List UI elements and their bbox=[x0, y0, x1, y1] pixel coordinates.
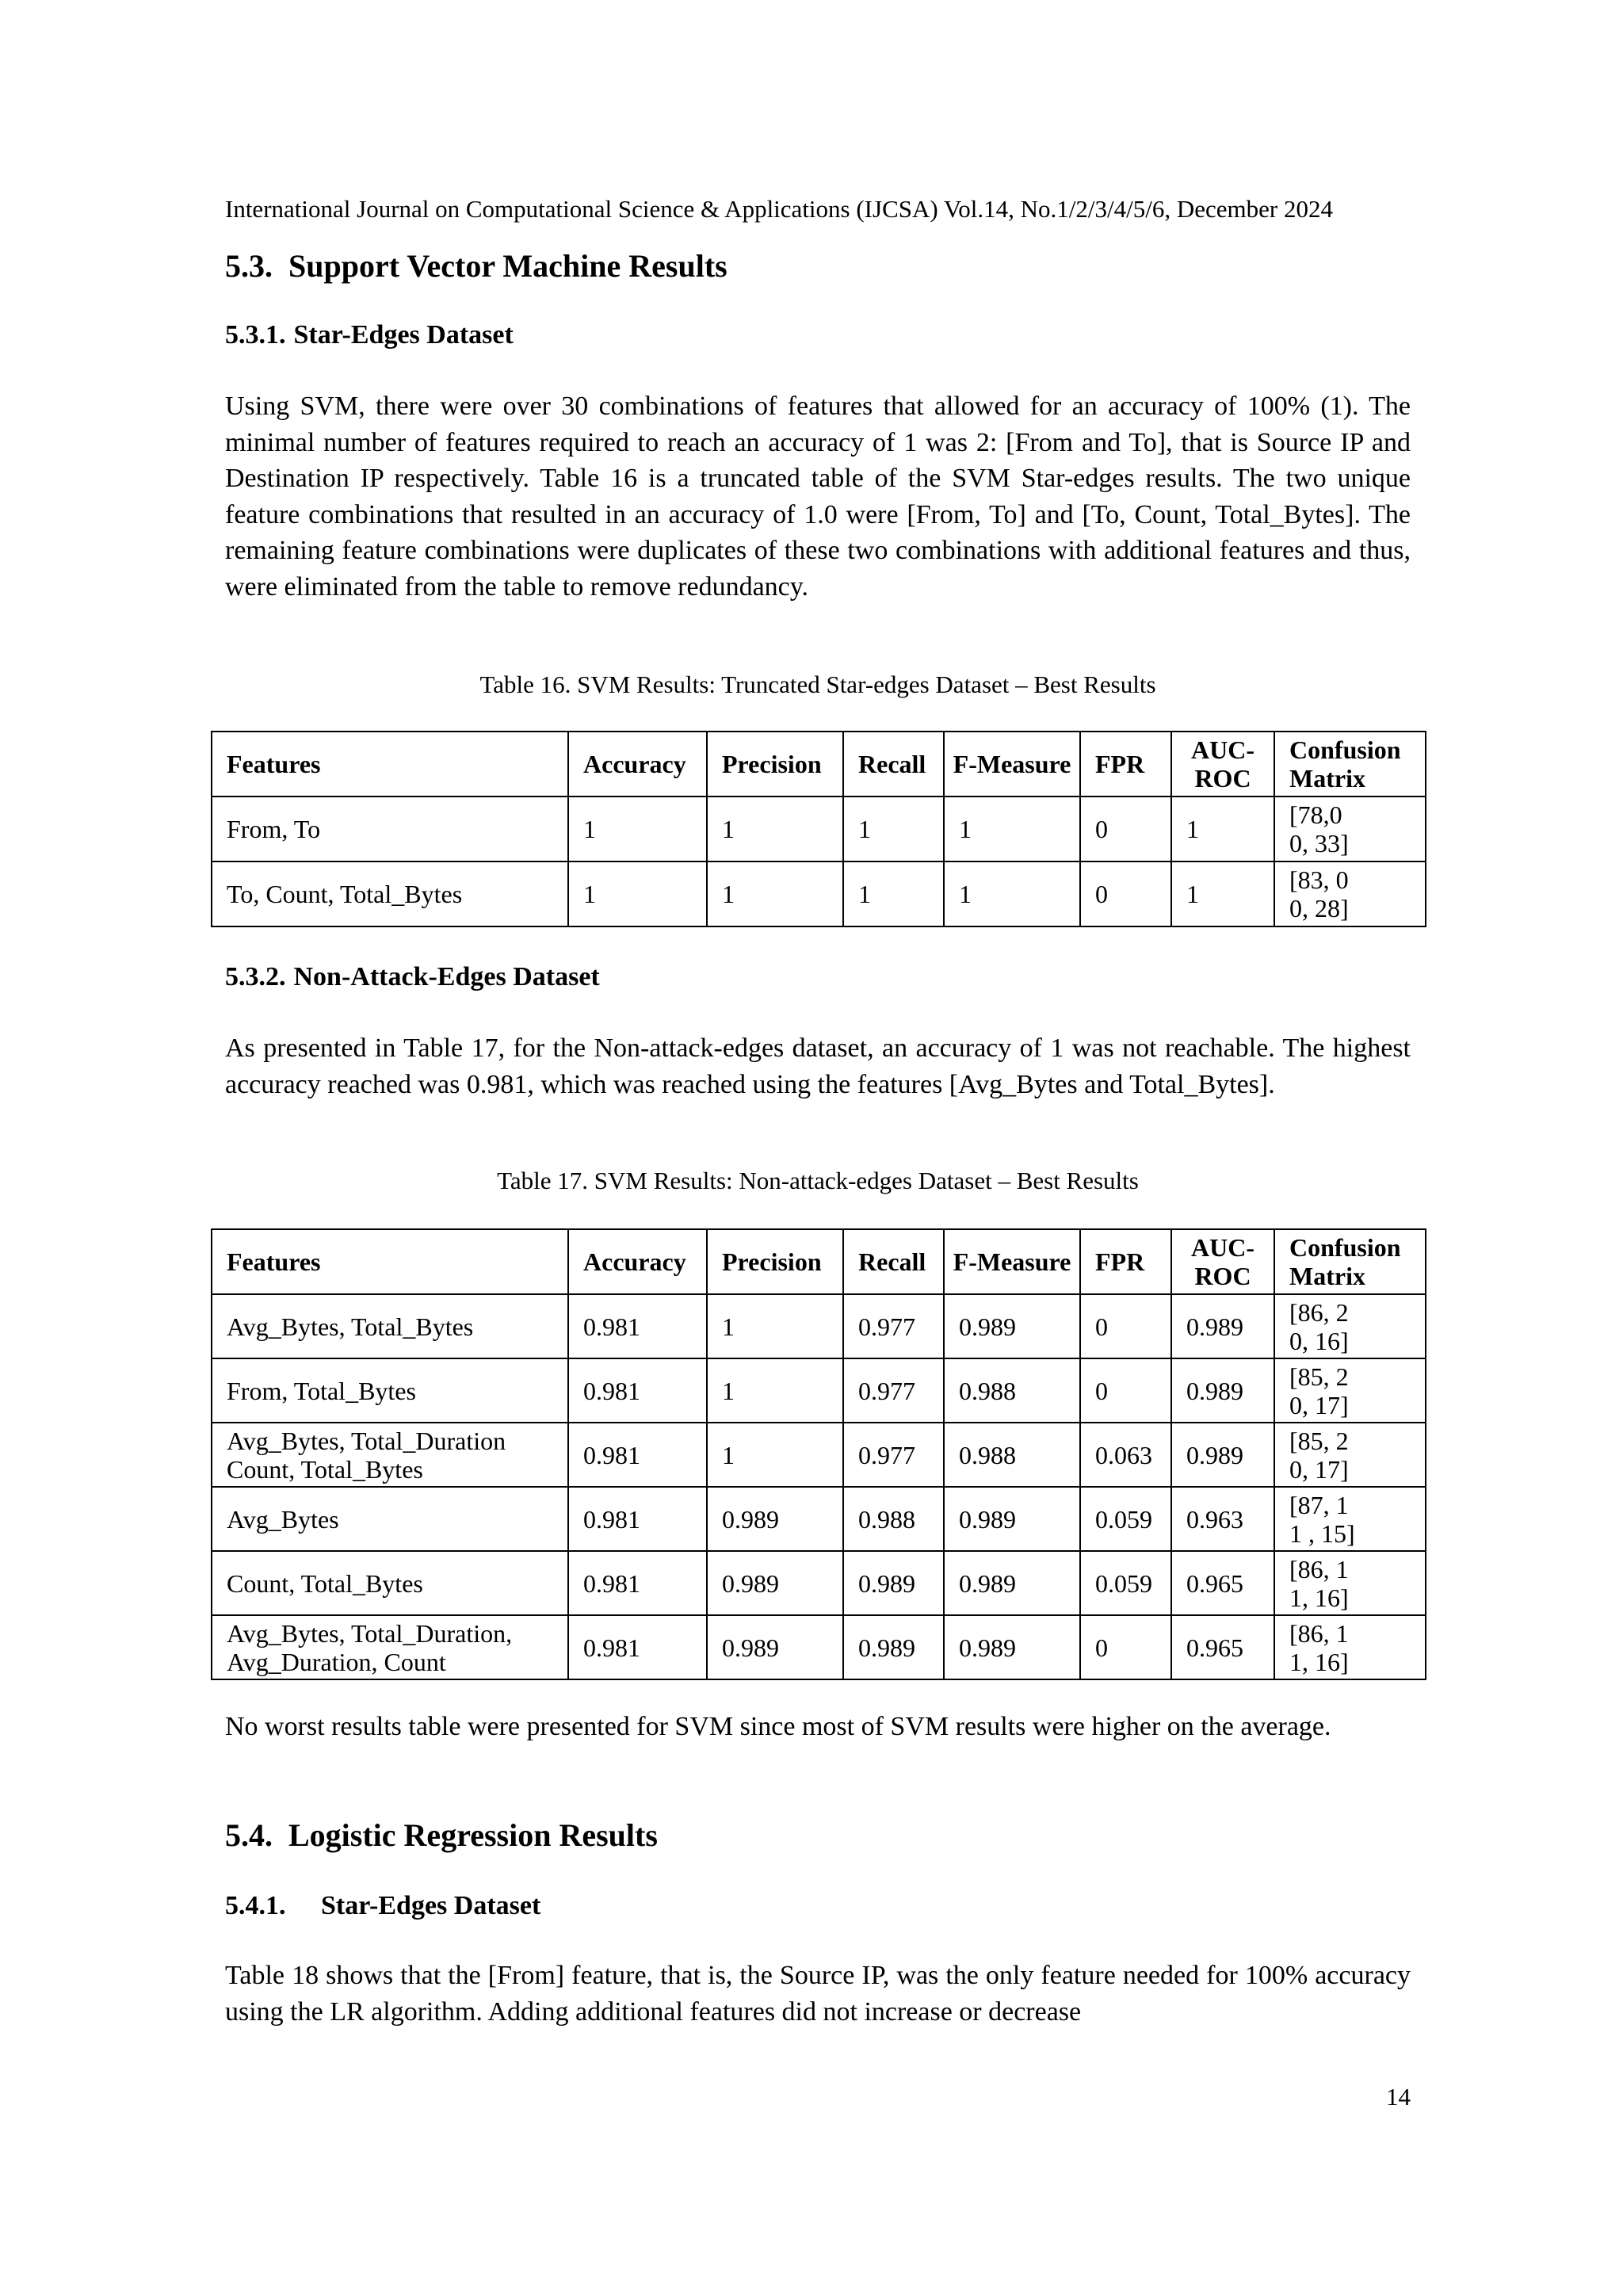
cm-line-1: [85, 2 bbox=[1289, 1426, 1349, 1455]
cell-recall: 0.989 bbox=[843, 1615, 944, 1679]
cell-f-measure: 1 bbox=[944, 861, 1080, 926]
cell-fpr: 0 bbox=[1080, 1294, 1171, 1358]
features-line-1: From, Total_Bytes bbox=[227, 1376, 416, 1405]
header-accuracy: Accuracy bbox=[568, 732, 707, 797]
paragraph-svm-star-edges: Using SVM, there were over 30 combinations of features that allowed for an accuracy of 100% (1). The minimal number of features required to reach an accuracy of 1 was 2: [From and To], that is Source IP and Destination IP respectively. Table 16 is a truncated table of the SVM Star-edges results. The two unique feature combinations that resulted in an accuracy of 1.0 were [From, To] and [To, Count, Total_Bytes]. The remaining feature combinations were duplicates of these two combinations with additional features and thus, were eliminated from the table to remove redundancy. bbox=[225, 392, 1411, 602]
cell-auc-roc: 0.989 bbox=[1171, 1358, 1274, 1423]
cell-precision: 1 bbox=[707, 1423, 843, 1487]
header-recall: Recall bbox=[843, 732, 944, 797]
cell-features bbox=[212, 1615, 568, 1679]
cell-auc-roc: 0.963 bbox=[1171, 1487, 1274, 1551]
cell-features bbox=[212, 1358, 568, 1423]
cell-recall: 1 bbox=[843, 797, 944, 861]
header-features: Features bbox=[212, 1229, 568, 1294]
section-5-3-heading bbox=[225, 247, 727, 285]
cell-features bbox=[212, 1294, 568, 1358]
cell-fpr: 0 bbox=[1080, 861, 1171, 926]
cell-f-measure: 0.988 bbox=[944, 1358, 1080, 1423]
cell-accuracy: 0.981 bbox=[568, 1615, 707, 1679]
cell-f-measure: 0.989 bbox=[944, 1615, 1080, 1679]
cell-accuracy: 0.981 bbox=[568, 1358, 707, 1423]
header-fpr: FPR bbox=[1080, 732, 1171, 797]
table-16-caption: Table 16. SVM Results: Truncated Star-edges Dataset – Best Results bbox=[479, 670, 1156, 698]
cell-f-measure: 0.989 bbox=[944, 1551, 1080, 1615]
features-line-1: Avg_Bytes bbox=[227, 1504, 339, 1534]
cell-fpr: 0 bbox=[1080, 797, 1171, 861]
cm-line-1: [83, 0 bbox=[1289, 865, 1349, 894]
cell-confusion-matrix bbox=[1274, 861, 1426, 926]
subsection-title: Non-Attack-Edges Dataset bbox=[293, 962, 600, 991]
header-auc-roc: AUC-ROC bbox=[1171, 1229, 1274, 1294]
header-f-measure: F-Measure bbox=[944, 732, 1080, 797]
cm-line-1: [85, 2 bbox=[1289, 1362, 1349, 1391]
cm-line-1: [86, 1 bbox=[1289, 1618, 1349, 1648]
cell-accuracy: 1 bbox=[568, 861, 707, 926]
cm-line-1: [87, 1 bbox=[1289, 1490, 1349, 1519]
paragraph-svm-non-attack-edges: As presented in Table 17, for the Non-attack-edges dataset, an accuracy of 1 was not reachable. The highest accuracy reached was 0.981, which was reached using the features [Avg_Bytes and Total_Bytes]. bbox=[225, 1033, 1411, 1099]
cell-auc-roc: 1 bbox=[1171, 797, 1274, 861]
table-16 bbox=[211, 731, 1426, 927]
table-row bbox=[212, 861, 1426, 926]
cell-confusion-matrix bbox=[1274, 1423, 1426, 1487]
cell-auc-roc: 0.989 bbox=[1171, 1294, 1274, 1358]
subsection-5-3-2-heading bbox=[225, 962, 600, 992]
cell-fpr: 0 bbox=[1080, 1358, 1171, 1423]
subsection-number: 5.3.2. bbox=[225, 962, 286, 991]
cell-accuracy: 0.981 bbox=[568, 1487, 707, 1551]
cm-line-2: 0, 17] bbox=[1289, 1390, 1349, 1419]
table-row bbox=[212, 1358, 1426, 1423]
cell-precision: 1 bbox=[707, 1294, 843, 1358]
cell-f-measure: 0.988 bbox=[944, 1423, 1080, 1487]
cm-line-2: 0, 17] bbox=[1289, 1454, 1349, 1484]
section-5-4-heading bbox=[225, 1817, 658, 1854]
cell-accuracy: 0.981 bbox=[568, 1294, 707, 1358]
features-line-1: Avg_Bytes, Total_Bytes bbox=[227, 1312, 474, 1341]
cell-accuracy: 1 bbox=[568, 797, 707, 861]
header-f-measure: F-Measure bbox=[944, 1229, 1080, 1294]
cell-precision: 1 bbox=[707, 797, 843, 861]
table-header-row bbox=[212, 1229, 1426, 1294]
cell-recall: 0.988 bbox=[843, 1487, 944, 1551]
cell-fpr: 0.059 bbox=[1080, 1487, 1171, 1551]
cell-confusion-matrix bbox=[1274, 1615, 1426, 1679]
header-confusion-matrix: Confusion Matrix bbox=[1274, 732, 1426, 797]
cell-accuracy: 0.981 bbox=[568, 1551, 707, 1615]
cell-features bbox=[212, 1551, 568, 1615]
section-title: Logistic Regression Results bbox=[288, 1817, 658, 1853]
subsection-number: 5.3.1. bbox=[225, 320, 286, 350]
header-precision: Precision bbox=[707, 1229, 843, 1294]
features-line-1: Avg_Bytes, Total_Duration bbox=[227, 1426, 506, 1455]
features-line-2: Count, Total_Bytes bbox=[227, 1454, 423, 1484]
cell-fpr: 0.063 bbox=[1080, 1423, 1171, 1487]
table-17 bbox=[211, 1228, 1426, 1680]
page-number: 14 bbox=[1386, 2083, 1411, 2111]
table-row bbox=[212, 1423, 1426, 1487]
header-confusion-matrix: Confusion Matrix bbox=[1274, 1229, 1426, 1294]
header-recall: Recall bbox=[843, 1229, 944, 1294]
cell-confusion-matrix bbox=[1274, 1358, 1426, 1423]
cm-line-2: 1, 16] bbox=[1289, 1583, 1349, 1612]
subsection-5-3-1-heading bbox=[225, 320, 514, 350]
cell-confusion-matrix bbox=[1274, 1294, 1426, 1358]
paragraph-no-worst-results: No worst results table were presented for SVM since most of SVM results were higher on the average. bbox=[225, 1712, 1331, 1741]
header-features: Features bbox=[212, 732, 568, 797]
cell-precision: 0.989 bbox=[707, 1487, 843, 1551]
cell-fpr: 0.059 bbox=[1080, 1551, 1171, 1615]
subsection-title: Star-Edges Dataset bbox=[293, 320, 514, 350]
cell-accuracy: 0.981 bbox=[568, 1423, 707, 1487]
cell-auc-roc: 0.989 bbox=[1171, 1423, 1274, 1487]
cell-precision: 0.989 bbox=[707, 1615, 843, 1679]
table-row bbox=[212, 1615, 1426, 1679]
features-line-2: Avg_Duration, Count bbox=[227, 1647, 446, 1676]
cm-line-1: [86, 2 bbox=[1289, 1297, 1349, 1327]
cell-f-measure: 1 bbox=[944, 797, 1080, 861]
cell-f-measure: 0.989 bbox=[944, 1294, 1080, 1358]
cell-auc-roc: 1 bbox=[1171, 861, 1274, 926]
features-line-1: Avg_Bytes, Total_Duration, bbox=[227, 1618, 513, 1648]
section-title: Support Vector Machine Results bbox=[288, 248, 727, 284]
running-head: International Journal on Computational Science & Applications (IJCSA) Vol.14, No.1/2/3/4/5/6, December 2024 bbox=[225, 195, 1333, 223]
table-row bbox=[212, 1294, 1426, 1358]
cell-precision: 0.989 bbox=[707, 1551, 843, 1615]
cm-line-2: 0, 28] bbox=[1289, 894, 1349, 923]
cell-confusion-matrix bbox=[1274, 1487, 1426, 1551]
header-precision: Precision bbox=[707, 732, 843, 797]
cell-features bbox=[212, 1487, 568, 1551]
header-fpr: FPR bbox=[1080, 1229, 1171, 1294]
table-17-caption: Table 17. SVM Results: Non-attack-edges Dataset – Best Results bbox=[497, 1167, 1139, 1194]
table-row bbox=[212, 797, 1426, 861]
subsection-title: Star-Edges Dataset bbox=[321, 1891, 541, 1920]
paragraph-lr-star-edges: Table 18 shows that the [From] feature, that is, the Source IP, was the only feature needed for 100% accuracy using the LR algorithm. Adding additional features did not increase or decrease bbox=[225, 1961, 1411, 2027]
cell-features: To, Count, Total_Bytes bbox=[212, 861, 568, 926]
table-row bbox=[212, 1551, 1426, 1615]
cell-recall: 0.977 bbox=[843, 1358, 944, 1423]
cell-features: From, To bbox=[212, 797, 568, 861]
subsection-number: 5.4.1. bbox=[225, 1891, 286, 1920]
features-line-1: Count, Total_Bytes bbox=[227, 1568, 423, 1598]
cm-line-2: 0, 16] bbox=[1289, 1326, 1349, 1355]
cell-recall: 0.989 bbox=[843, 1551, 944, 1615]
cm-line-2: 1 , 15] bbox=[1289, 1519, 1355, 1548]
cell-precision: 1 bbox=[707, 861, 843, 926]
table-header-row bbox=[212, 732, 1426, 797]
table-row bbox=[212, 1487, 1426, 1551]
cell-auc-roc: 0.965 bbox=[1171, 1615, 1274, 1679]
cell-precision: 1 bbox=[707, 1358, 843, 1423]
cell-recall: 0.977 bbox=[843, 1294, 944, 1358]
cell-features bbox=[212, 1423, 568, 1487]
header-auc-roc: AUC-ROC bbox=[1171, 732, 1274, 797]
section-number: 5.4. bbox=[225, 1817, 273, 1853]
cell-recall: 1 bbox=[843, 861, 944, 926]
cm-line-2: 1, 16] bbox=[1289, 1647, 1349, 1676]
cell-f-measure: 0.989 bbox=[944, 1487, 1080, 1551]
cell-confusion-matrix bbox=[1274, 1551, 1426, 1615]
cell-recall: 0.977 bbox=[843, 1423, 944, 1487]
subsection-5-4-1-heading bbox=[225, 1891, 540, 1921]
cell-confusion-matrix bbox=[1274, 797, 1426, 861]
cell-auc-roc: 0.965 bbox=[1171, 1551, 1274, 1615]
header-accuracy: Accuracy bbox=[568, 1229, 707, 1294]
cell-fpr: 0 bbox=[1080, 1615, 1171, 1679]
section-number: 5.3. bbox=[225, 248, 273, 284]
cm-line-1: [78,0 bbox=[1289, 800, 1342, 829]
cm-line-1: [86, 1 bbox=[1289, 1554, 1349, 1584]
cm-line-2: 0, 33] bbox=[1289, 829, 1349, 858]
